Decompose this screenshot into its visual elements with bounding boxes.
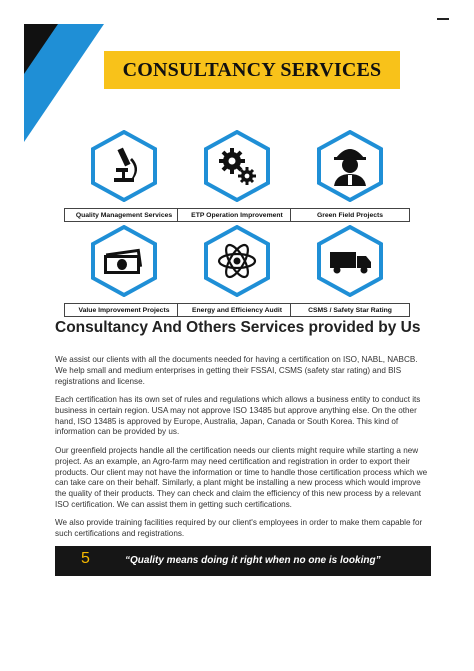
paragraph-training: We also provide training facilities required by our client's employees in order to make them capable for such certifications and registrations.: [55, 518, 423, 538]
service-label: Value Improvement Projects: [64, 303, 184, 317]
gears-icon: [203, 130, 271, 202]
page-number: 5: [81, 550, 90, 567]
corner-mark: [437, 18, 449, 20]
service-label: Energy and Efficiency Audit: [177, 303, 297, 317]
atom-icon: [203, 225, 271, 297]
paragraph-greenfield-projects: Our greenfield projects handle all the certification needs our clients might require while starting a new project. As an example, an Agro-farm may need certification and registration in order to export their products. Our client may not have the information or time to handle those certification process which we can take care on their behalf. Similarly, a plant might be installing a new process which would improve the quality of their products. They can check and claim the efficiency of this new process by a relevant ISO certification. We can assist them in getting such certifications.: [55, 446, 428, 509]
footer-quote: “Quality means doing it right when no one is looking”: [125, 555, 381, 566]
service-label: Quality Management Services: [64, 208, 184, 222]
service-energy-efficiency: [177, 225, 297, 314]
footer-bar: [55, 546, 431, 576]
service-quality-management: [64, 130, 184, 219]
service-value-improvement: [64, 225, 184, 314]
service-label: Green Field Projects: [290, 208, 410, 222]
truck-icon: [316, 225, 384, 297]
service-label: ETP Operation Improvement: [177, 208, 297, 222]
title-banner: [104, 51, 400, 89]
service-etp-operation: [177, 130, 297, 219]
money-icon: [90, 225, 158, 297]
page-title: CONSULTANCY SERVICES: [122, 58, 382, 81]
microscope-icon: [90, 130, 158, 202]
worker-helmet-icon: [316, 130, 384, 202]
section-heading: Consultancy And Others Services provided by Us: [55, 319, 421, 336]
service-green-field: [290, 130, 410, 219]
paragraph-certification-assist: We assist our clients with all the documents needed for having a certification on ISO, NABL, NABCB. We help small and medium enterprises in getting their FSSAI, CSMS (safety star rating) and BIS registrations and license.: [55, 355, 418, 386]
paragraph-certification-rules: Each certification has its own set of rules and regulations which allows a business entity to conduct its business in certain region. USA may not approve ISO 13485 but approve anything else. On the other hand, ISO 13485 is approved by Europe, Australia, Japan, Canada or South Korea. This kind of information can be provided by us.: [55, 395, 421, 437]
service-label: CSMS / Safety Star Rating: [290, 303, 410, 317]
service-csms-safety: [290, 225, 410, 314]
